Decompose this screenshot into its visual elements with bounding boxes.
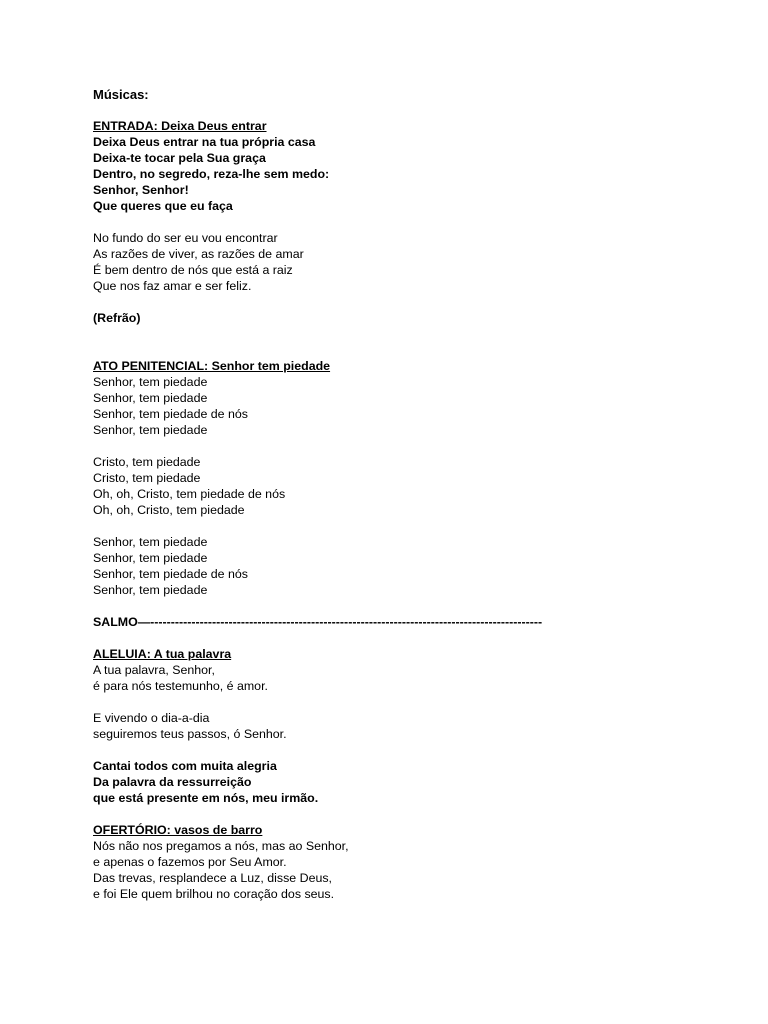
lyric-line: Oh, oh, Cristo, tem piedade de nós	[93, 487, 286, 501]
lyric-line: Cristo, tem piedade	[93, 455, 201, 469]
lyric-line: As razões de viver, as razões de amar	[93, 247, 304, 261]
lyric-line: Senhor, Senhor!	[93, 183, 189, 197]
section-heading-aleluia: ALELUIA: A tua palavra	[93, 647, 232, 661]
lyric-line: Senhor, tem piedade	[93, 423, 208, 437]
lyric-line: Cantai todos com muita alegria	[93, 759, 277, 773]
lyric-line: É bem dentro de nós que está a raiz	[93, 263, 293, 277]
section-heading-salmo: SALMO—-----------------------------------------------------------------------------------------------	[93, 615, 543, 629]
section-heading-entrada: ENTRADA: Deixa Deus entrar	[93, 119, 267, 133]
section-entrada	[93, 118, 733, 326]
lyric-line: Deixa Deus entrar na tua própria casa	[93, 135, 316, 149]
lyric-line: Nós não nos pregamos a nós, mas ao Senhor,	[93, 839, 349, 853]
lyric-line: Que nos faz amar e ser feliz.	[93, 279, 252, 293]
lyric-line: Senhor, tem piedade de nós	[93, 567, 248, 581]
refrain-note: (Refrão)	[93, 311, 141, 325]
lyric-line: Senhor, tem piedade	[93, 551, 208, 565]
section-heading-ofertorio: OFERTÓRIO: vasos de barro	[93, 823, 263, 837]
lyric-line: A tua palavra, Senhor,	[93, 663, 215, 677]
page-title: Músicas:	[93, 87, 149, 102]
lyric-line: Senhor, tem piedade de nós	[93, 407, 248, 421]
lyric-line: Da palavra da ressurreição	[93, 775, 252, 789]
lyric-line: Senhor, tem piedade	[93, 375, 208, 389]
lyric-line: Deixa-te tocar pela Sua graça	[93, 151, 266, 165]
lyric-line: que está presente em nós, meu irmão.	[93, 791, 319, 805]
lyric-line: e foi Ele quem brilhou no coração dos seus.	[93, 887, 335, 901]
section-heading-ato-penitencial: ATO PENITENCIAL: Senhor tem piedade	[93, 359, 331, 373]
section-ato-penitencial	[93, 358, 733, 598]
lyric-line: No fundo do ser eu vou encontrar	[93, 231, 278, 245]
lyric-line: Senhor, tem piedade	[93, 391, 208, 405]
lyric-line: E vivendo o dia-a-dia	[93, 711, 210, 725]
section-ofertorio	[93, 822, 733, 902]
lyric-line: Oh, oh, Cristo, tem piedade	[93, 503, 245, 517]
lyric-line: Senhor, tem piedade	[93, 583, 208, 597]
lyric-line: Senhor, tem piedade	[93, 535, 208, 549]
section-aleluia	[93, 646, 733, 806]
lyric-line: seguiremos teus passos, ó Senhor.	[93, 727, 287, 741]
lyric-line: Que queres que eu faça	[93, 199, 233, 213]
section-salmo	[93, 614, 733, 630]
lyric-line: Das trevas, resplandece a Luz, disse Deus,	[93, 871, 332, 885]
document-page	[93, 86, 733, 902]
lyric-line: e apenas o fazemos por Seu Amor.	[93, 855, 287, 869]
lyric-line: Dentro, no segredo, reza-lhe sem medo:	[93, 167, 330, 181]
lyric-line: é para nós testemunho, é amor.	[93, 679, 268, 693]
lyric-line: Cristo, tem piedade	[93, 471, 201, 485]
